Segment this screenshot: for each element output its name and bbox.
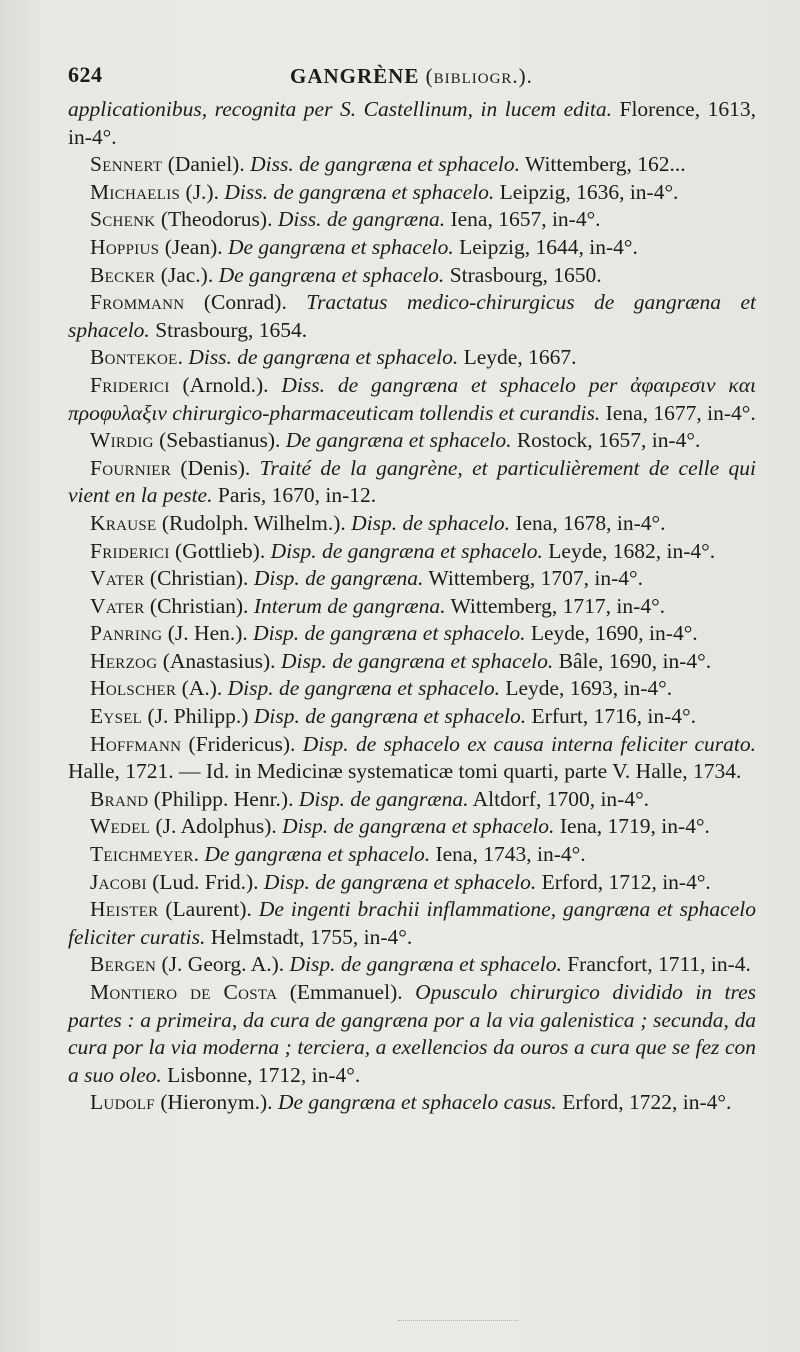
entry-imprint: Erfurt, 1716, in-4°. [526, 704, 696, 729]
entry-imprint: Altdorf, 1700, in-4°. [468, 786, 650, 811]
entry-title: Diss. de gangræna et sphacelo. [224, 179, 495, 204]
entry-author-detail: (Conrad). [184, 290, 307, 315]
entry-imprint: Erford, 1712, in-4°. [536, 869, 711, 894]
entry-imprint: Francfort, 1711, in-4. [561, 952, 751, 977]
entry-imprint: Leyde, 1693, in-4°. [499, 676, 673, 701]
bibliography-entry [68, 151, 756, 179]
entry-title: Interum de gangræna. [253, 593, 446, 618]
entry-author: Frommann [90, 290, 185, 315]
bibliography-entry [68, 538, 756, 566]
entry-title: applicationibus, recognita per S. Castellinum, in lucem edita. [68, 97, 612, 121]
entry-author: Friderici [90, 538, 170, 563]
entry-author-detail: (Anastasius). [157, 648, 281, 673]
entry-author: Bontekoe [90, 345, 178, 370]
entry-imprint: Wittemberg, 162... [520, 152, 686, 177]
bibliography-entry [68, 179, 756, 207]
entry-author: Vater [90, 566, 145, 591]
bibliography-entry [68, 896, 756, 951]
entry-title: Disp. de gangræna et sphacelo. [253, 704, 527, 729]
entry-imprint: Iena, 1657, in-4°. [445, 207, 601, 232]
entry-author-detail: (Laurent). [158, 897, 259, 922]
bibliography-entry [68, 372, 756, 427]
entry-imprint: Wittemberg, 1717, in-4°. [445, 593, 666, 618]
bibliography-entry [68, 565, 756, 593]
bibliography-entry [68, 786, 756, 814]
entry-author-detail: . [193, 842, 205, 867]
entry-title: Tractatus medico-chirurgicus de gangræna et sphacelo. [68, 290, 756, 342]
entry-author-detail: (Hieronym.). [154, 1090, 278, 1115]
entry-author: Montiero de Costa [90, 980, 278, 1004]
bibliography-entry [68, 841, 756, 869]
entry-title: De gangræna et sphacelo. [218, 262, 445, 287]
entry-author-detail: (Daniel). [162, 152, 251, 177]
entry-title: Disp. de sphacelo ex causa interna feliciter curato. [302, 731, 756, 756]
entry-imprint: Halle, 1721. — Id. in Medicinæ systematicæ tomi quarti, parte V. Halle, 1734. [68, 759, 742, 784]
entry-imprint: Leipzig, 1644, in-4°. [453, 234, 638, 259]
entry-author: Hoppius [90, 234, 160, 259]
bibliography-entry [68, 206, 756, 234]
entry-author-detail: (J. Philipp.) [142, 704, 254, 729]
entry-author-detail: (Rudolph. Wilhelm.). [156, 510, 352, 535]
entry-title: Diss. de gangræna et sphacelo per ἀφαιρεσιν και προφυλαξιν chirurgico-pharmaceuticam tollendis et curandis. [68, 372, 757, 425]
entry-imprint: Helmstadt, 1755, in-4°. [205, 924, 413, 949]
entry-imprint: Iena, 1719, in-4°. [554, 814, 710, 839]
entry-author-detail: (Jac.). [155, 262, 219, 287]
bibliography-entry [68, 593, 756, 621]
bibliography-entry [68, 510, 756, 538]
entry-imprint: Florence, 1613, in-4°. [68, 97, 756, 149]
entry-author-detail: (A.). [176, 676, 228, 701]
entry-title: Traité de la gangrène, et particulièrement de celle qui vient en la peste. [68, 455, 756, 508]
bibliography-entry [68, 648, 756, 676]
bibliography-entry [68, 951, 756, 979]
footer-ornament [398, 1320, 518, 1327]
entry-imprint: Wittemberg, 1707, in-4°. [423, 566, 643, 591]
entry-imprint: Lisbonne, 1712, in-4°. [161, 1062, 361, 1087]
running-head [290, 64, 533, 89]
entry-title: Diss. de gangræna et sphacelo. [188, 345, 459, 370]
bibliography-entry [68, 869, 756, 897]
entry-title: De ingenti brachii inflammatione, gangræna et sphacelo feliciter curatis. [68, 897, 756, 949]
bibliography-entry [68, 620, 756, 648]
bibliography-entry [68, 813, 756, 841]
entry-title: Disp. de gangræna et sphacelo. [280, 648, 554, 673]
bibliography-entry [68, 1089, 756, 1117]
entry-imprint: Rostock, 1657, in-4°. [511, 428, 701, 453]
bibliography-entry [68, 262, 756, 290]
bibliography-entry [68, 234, 756, 262]
entry-author-detail: (Christian). [144, 566, 254, 591]
bibliography-entry [68, 675, 756, 703]
entry-author: Sennert [90, 152, 163, 177]
entry-title: Disp. de gangræna et sphacelo. [227, 676, 500, 701]
bibliography-entry [68, 979, 756, 1089]
entry-imprint: Bâle, 1690, in-4°. [553, 648, 712, 673]
entry-author: Michaelis [90, 179, 181, 204]
entry-title: Diss. de gangræna. [277, 207, 446, 232]
entry-title: Disp. de gangræna et sphacelo. [270, 538, 543, 563]
page-header [68, 62, 756, 96]
bibliography-entry [68, 427, 756, 455]
entry-imprint: Leyde, 1682, in-4°. [542, 538, 716, 563]
entry-author-detail: (Theodorus). [155, 207, 278, 232]
entry-title: Disp. de gangræna et sphacelo. [253, 621, 526, 646]
entry-author-detail: (Arnold.). [169, 372, 282, 397]
entry-imprint: Strasbourg, 1650. [444, 262, 602, 287]
entry-author: Panring [90, 621, 163, 646]
entry-author: Wirdig [90, 428, 154, 453]
entry-author-detail: (Sebastianus). [153, 428, 286, 453]
entry-title: Disp. de gangræna et sphacelo. [289, 952, 562, 977]
entry-author: Fournier [90, 455, 172, 480]
entry-title: Disp. de gangræna. [253, 566, 424, 591]
bibliography-list [68, 96, 756, 1117]
bibliography-entry [68, 289, 756, 344]
entry-title: Opusculo chirurgico dividido in tres partes : a primeira, da cura de gangræna por a la via galenistica ; secunda, da cura por la via moderna ; terciera, a exellencios da ouros a cura que se fez con a suo oleo. [68, 980, 756, 1087]
entry-title: Disp. de gangræna. [298, 786, 469, 811]
bibliography-entry [68, 344, 756, 372]
entry-author-detail: (J. Georg. A.). [156, 952, 290, 977]
entry-title: Disp. de gangræna et sphacelo. [263, 869, 537, 894]
entry-author: Heister [90, 897, 159, 922]
entry-author: Schenk [90, 207, 156, 232]
entry-imprint: Paris, 1670, in-12. [212, 483, 377, 508]
entry-title: Disp. de gangræna et sphacelo. [282, 814, 555, 839]
bibliography-entry [68, 703, 756, 731]
entry-title: De gangræna et sphacelo. [227, 234, 454, 259]
entry-title: Disp. de sphacelo. [351, 510, 510, 535]
entry-author: Brand [90, 786, 149, 811]
bibliography-entry [68, 455, 756, 510]
entry-imprint: Leyde, 1690, in-4°. [525, 621, 698, 646]
entry-title: Diss. de gangræna et sphacelo. [250, 152, 521, 177]
entry-author-detail: (Christian). [144, 593, 254, 618]
entry-author: Vater [90, 593, 145, 618]
entry-author-detail: (Denis). [171, 455, 260, 480]
entry-imprint: Iena, 1678, in-4°. [509, 510, 666, 535]
entry-author: Herzog [90, 648, 158, 673]
entry-author-detail: (Emmanuel). [277, 980, 416, 1004]
entry-author-detail: (J. Hen.). [162, 621, 254, 646]
entry-author: Ludolf [90, 1090, 155, 1115]
entry-author: Hoffmann [90, 731, 182, 756]
entry-author: Friderici [90, 372, 170, 397]
entry-title: De gangræna et sphacelo. [285, 428, 512, 453]
entry-author: Eysel [90, 704, 143, 729]
page-number: 624 [68, 62, 103, 87]
entry-author: Wedel [90, 814, 151, 839]
bibliography-entry [68, 96, 756, 151]
entry-author-detail: (Philipp. Henr.). [148, 786, 299, 811]
entry-author-detail: (Fridericus). [181, 731, 303, 756]
entry-title: De gangræna et sphacelo. [204, 842, 431, 867]
entry-author: Krause [90, 510, 157, 535]
entry-author-detail: (J. Adolphus). [150, 814, 283, 839]
entry-imprint: Iena, 1743, in-4°. [430, 842, 586, 867]
entry-author-detail: (Gottlieb). [169, 538, 271, 563]
entry-title: De gangræna et sphacelo casus. [277, 1090, 557, 1115]
running-subtitle: (bibliogr.). [425, 64, 533, 88]
entry-imprint: Leyde, 1667. [458, 345, 577, 370]
entry-author-detail: . [177, 345, 189, 370]
entry-author-detail: (Jean). [159, 234, 228, 259]
entry-author: Teichmeyer [90, 842, 194, 867]
entry-imprint: Erford, 1722, in-4°. [556, 1090, 732, 1115]
entry-author: Jacobi [90, 869, 147, 894]
entry-imprint: Iena, 1677, in-4°. [600, 400, 756, 425]
entry-author: Holscher [90, 676, 177, 701]
entry-imprint: Leipzig, 1636, in-4°. [494, 179, 679, 204]
bibliography-entry [68, 731, 756, 786]
entry-author: Bergen [90, 952, 157, 977]
entry-author: Becker [90, 262, 156, 287]
entry-author-detail: (Lud. Frid.). [146, 869, 264, 894]
entry-imprint: Strasbourg, 1654. [149, 317, 308, 342]
entry-author-detail: (J.). [180, 179, 225, 204]
running-title: GANGRÈNE [290, 64, 420, 88]
